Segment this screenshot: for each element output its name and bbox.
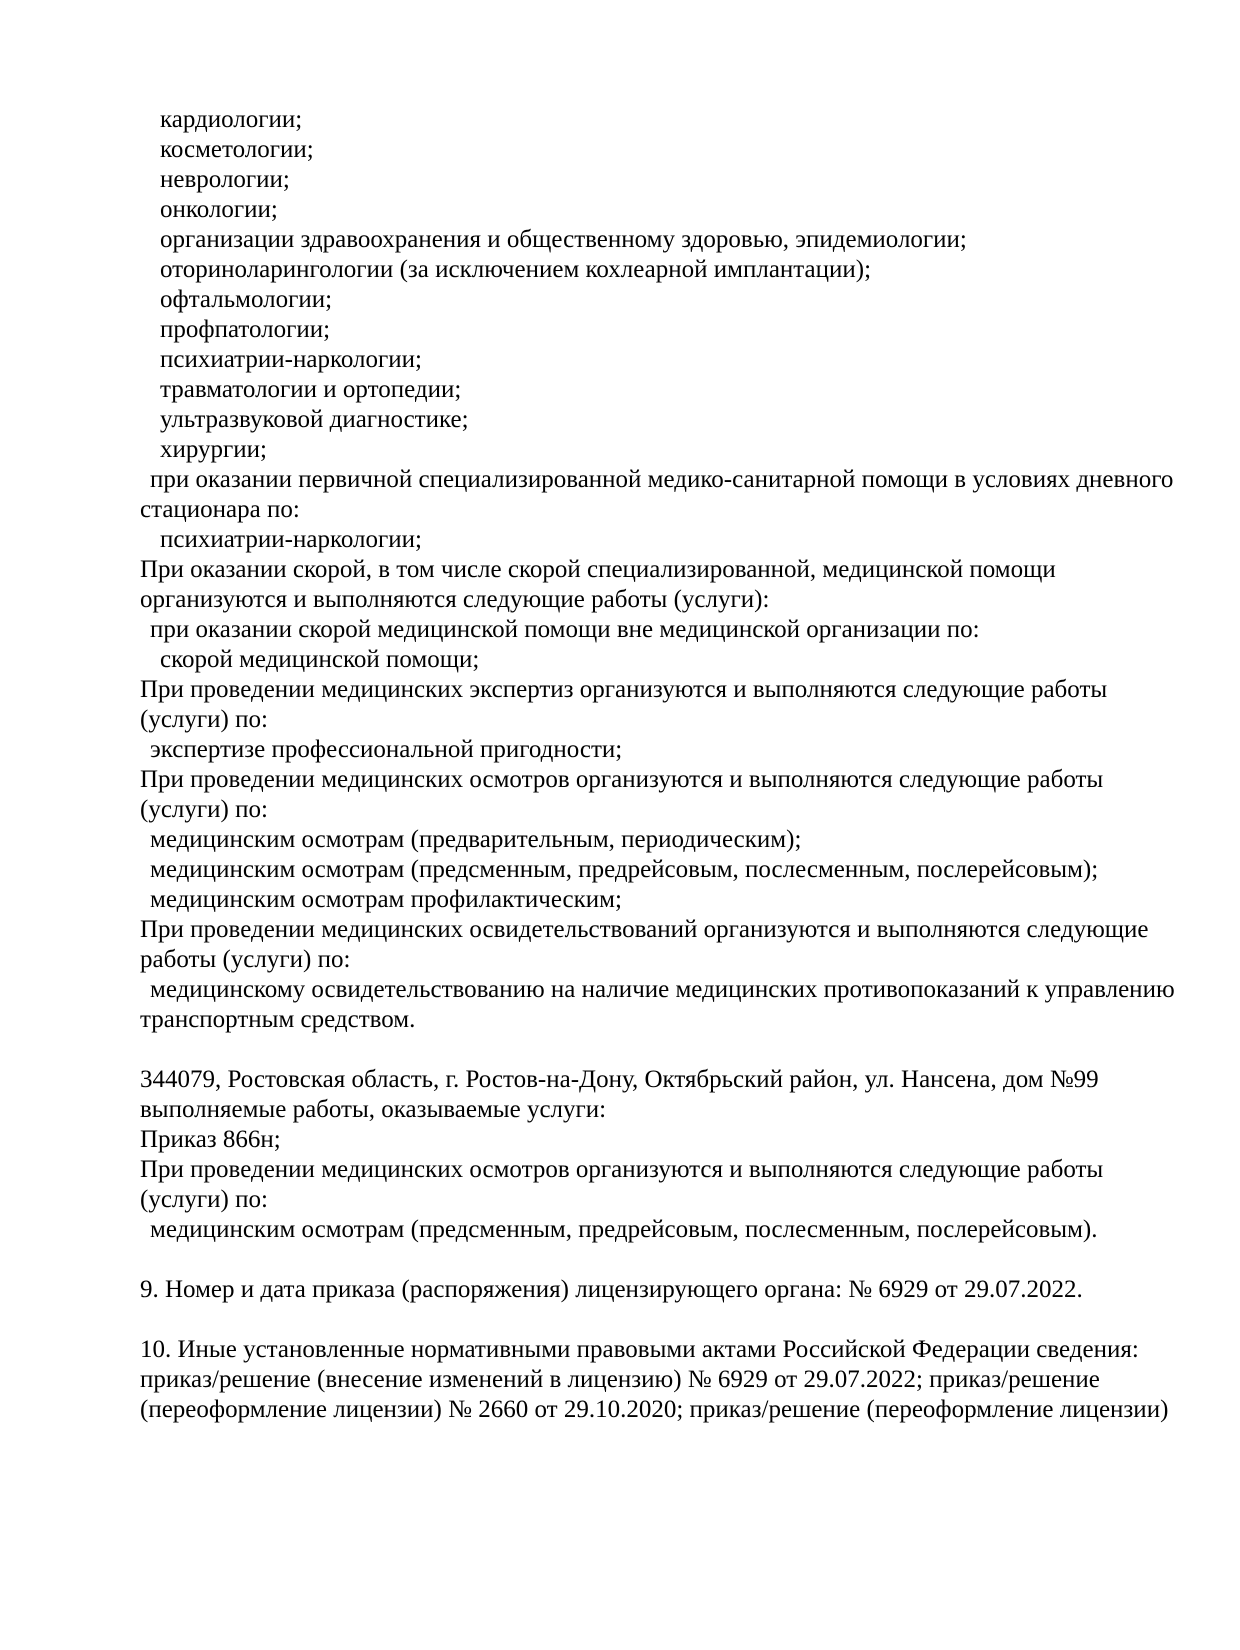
text-line: (услуги) по: — [140, 796, 268, 823]
text-line: стационара по: — [140, 496, 300, 523]
text-line: организации здравоохранения и общественному здоровью, эпидемиологии; — [160, 226, 967, 253]
text-line: медицинским осмотрам (предварительным, периодическим); — [150, 826, 802, 853]
text-line: психиатрии-наркологии; — [160, 526, 422, 553]
text-line: выполняемые работы, оказываемые услуги: — [140, 1096, 607, 1123]
text-line: При проведении медицинских экспертиз организуются и выполняются следующие работы — [140, 676, 1108, 703]
text-line: травматологии и ортопедии; — [160, 376, 462, 403]
text-line: приказ/решение (внесение изменений в лицензию) № 6929 от 29.07.2022; приказ/решение — [140, 1366, 1100, 1393]
text-line: (услуги) по: — [140, 1186, 268, 1213]
text-line: кардиологии; — [160, 106, 303, 133]
blank-line — [140, 1245, 1150, 1275]
text-line: экспертизе профессиональной пригодности; — [150, 736, 623, 763]
text-line: При проведении медицинских освидетельствований организуются и выполняются следующие — [140, 916, 1149, 943]
text-line: оториноларингологии (за исключением кохлеарной имплантации); — [160, 256, 872, 283]
text-line: профпатологии; — [160, 316, 331, 343]
text-line: офтальмологии; — [160, 286, 333, 313]
text-line: при оказании скорой медицинской помощи вне медицинской организации по: — [150, 616, 980, 643]
text-line: транспортным средством. — [140, 1006, 416, 1033]
text-line: при оказании первичной специализированной медико-санитарной помощи в условиях дневного — [150, 466, 1174, 493]
text-line: (переоформление лицензии) № 2660 от 29.10.2020; приказ/решение (переоформление лицензии) — [140, 1396, 1169, 1423]
text-line: скорой медицинской помощи; — [160, 646, 480, 673]
text-line: 9. Номер и дата приказа (распоряжения) лицензирующего органа: № 6929 от 29.07.2022. — [140, 1276, 1083, 1303]
text-line: Приказ 866н; — [140, 1126, 281, 1153]
text-line: психиатрии-наркологии; — [160, 346, 422, 373]
text-line: неврологии; — [160, 166, 290, 193]
text-line: 10. Иные установленные нормативными правовыми актами Российской Федерации сведения: — [140, 1336, 1139, 1363]
text-line: При проведении медицинских осмотров организуются и выполняются следующие работы — [140, 766, 1104, 793]
text-line: организуются и выполняются следующие работы (услуги): — [140, 586, 770, 613]
blank-line — [140, 1305, 1150, 1335]
text-line: (услуги) по: — [140, 706, 268, 733]
text-line: косметологии; — [160, 136, 314, 163]
text-line: ультразвуковой диагностике; — [160, 406, 469, 433]
document-lines — [140, 105, 1175, 1425]
text-line: 344079, Ростовская область, г. Ростов-на-Дону, Октябрьский район, ул. Нансена, дом №99 — [140, 1066, 1099, 1093]
text-line: онкологии; — [160, 196, 278, 223]
text-line: медицинским осмотрам профилактическим; — [150, 886, 622, 913]
text-line: работы (услуги) по: — [140, 946, 351, 973]
text-line: При оказании скорой, в том числе скорой специализированной, медицинской помощи — [140, 556, 1056, 583]
text-line: хирургии; — [160, 436, 268, 463]
blank-line — [140, 1035, 1150, 1065]
text-line: медицинским осмотрам (предсменным, предрейсовым, послесменным, послерейсовым); — [150, 856, 1099, 883]
text-line: медицинским осмотрам (предсменным, предрейсовым, послесменным, послерейсовым). — [150, 1216, 1098, 1243]
text-line: При проведении медицинских осмотров организуются и выполняются следующие работы — [140, 1156, 1104, 1183]
text-line: медицинскому освидетельствованию на наличие медицинских противопоказаний к управлению — [150, 976, 1175, 1003]
